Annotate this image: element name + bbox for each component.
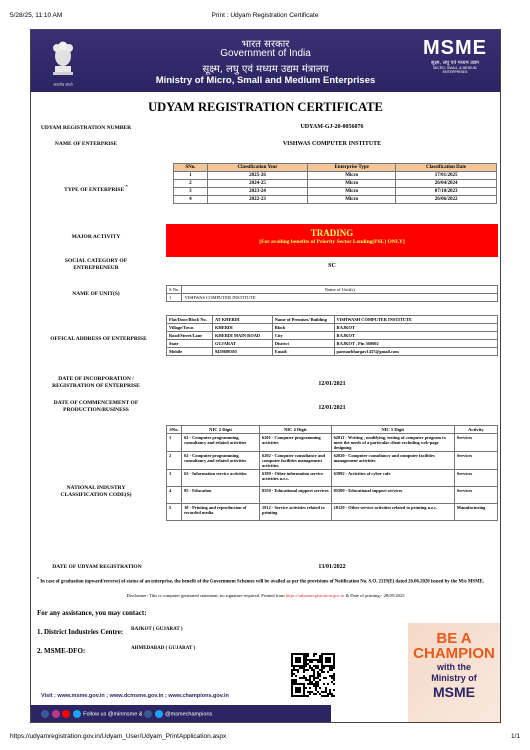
nic-cell: Services: [454, 452, 497, 470]
units-table: [166, 285, 498, 302]
nic-cell: Manufacturing: [454, 504, 497, 521]
address-cell: AT KHERDI: [212, 316, 272, 324]
nic-cell: 62 - Computer programming, consultancy and related activities: [182, 434, 260, 452]
champion-msme: MSME: [433, 684, 475, 700]
champions-handle: @msmechampions: [165, 711, 213, 718]
dic-value: RAJKOT ( GUJARAT ): [131, 627, 183, 632]
nic-cell: 62020 - Computer consultancy and computer facilities management activities: [331, 452, 454, 470]
address-cell: Flat/Door/Block No.: [167, 316, 213, 324]
address-cell: Block: [272, 324, 334, 332]
address-cell: District: [272, 340, 334, 348]
dic-label: 1. District Industries Centre:: [37, 628, 124, 636]
nic-cell: 85500 - Educational support services: [331, 487, 454, 504]
print-page-title: Print : Udyam Registration Certificate: [211, 12, 319, 19]
nic-row: [167, 452, 498, 470]
champion-ministry-of: Ministry of: [431, 673, 477, 683]
units-cell: VISHWAS COMPUTER INSTITUTE: [182, 294, 498, 302]
address-cell: GUJARAT: [212, 340, 272, 348]
social-category-value: SC: [328, 263, 336, 269]
enterprise-name-label: NAME OF ENTERPRISE: [54, 141, 118, 147]
nic-cell: Services: [454, 487, 497, 504]
type-label-text: TYPE OF ENTERPRISE: [64, 186, 125, 193]
ministry-banner: [31, 30, 500, 92]
msme-logo-hindi: सूक्ष्म, लघु एवं मध्यम उद्यम: [430, 60, 480, 66]
classification-table: [173, 163, 497, 204]
nic-cell: Services: [454, 470, 497, 487]
classification-row: [174, 172, 497, 180]
assistance-heading: For any assistance, you may contact:: [37, 609, 147, 617]
classification-cell: 26/04/2024: [396, 180, 497, 188]
nic-cell: 85 - Education: [182, 487, 260, 504]
enterprise-name-value: VISHWAS COMPUTER INSTITUTE: [282, 141, 382, 147]
msme-logo-text: MSME: [423, 37, 487, 59]
major-activity-box: [166, 224, 498, 257]
nic-cell: 6399 - Other information service activities n.e.c.: [260, 470, 332, 487]
address-cell: Mobile: [167, 348, 213, 356]
address-row: [167, 324, 498, 332]
certificate-title: UDYAM REGISTRATION CERTIFICATE: [148, 100, 383, 114]
print-page-number: 1/1: [510, 733, 520, 740]
classification-header: Classification Date: [396, 164, 497, 172]
address-cell: Road/Street/Lane: [167, 332, 213, 340]
address-table: [166, 315, 498, 356]
nic-cell: 18 - Printing and reproduction of recorded media: [182, 504, 260, 521]
nic-header: Activity: [454, 426, 497, 434]
nic-row: [167, 487, 498, 504]
nic-cell: 3: [167, 470, 182, 487]
classification-cell: 3: [174, 188, 208, 196]
ministry-hindi-heading: सूक्ष्म, लघु एवं मध्यम उद्यम मंत्रालय: [202, 64, 329, 75]
classification-cell: 17/01/2025: [396, 172, 497, 180]
major-activity-note: [For availing benefits of Priority Sector Lending(PSL) ONLY]: [259, 239, 405, 245]
nic-cell: 62011 - Writing , modifying, testing of computer program to meet the needs of a particular client excluding web-page designing: [331, 434, 454, 452]
disclaimer-print-date: & Date of printing:- 28/05/2025: [345, 593, 405, 598]
classification-cell: Micro: [308, 188, 396, 196]
nic-cell: 5: [167, 504, 182, 521]
footnote-text: In case of graduation (upward/reverse) of status of an enterprise, the benefit of the Government Schemes will be availed as per the provisions of Notification No. S.O. 2119(E) dated 26.06.2020 issued by the M/o MSME.: [40, 579, 485, 585]
classification-cell: 2: [174, 180, 208, 188]
champion-with-the: with the: [437, 662, 471, 672]
classification-cell: 26/06/2022: [396, 196, 497, 204]
address-row: [167, 316, 498, 324]
dfo-label: 2. MSME-DFO:: [37, 647, 86, 655]
udyam-date-label: DATE OF UDYAM REGISTRATION: [52, 564, 142, 570]
classification-header: Classification Year: [207, 164, 307, 172]
classification-cell: Micro: [308, 180, 396, 188]
type-marker: *: [125, 184, 128, 189]
visit-websites: Visit : www.msme.gov.in ; www.dcmsme.gov.in ; www.champions.gov.in: [31, 689, 331, 705]
classification-cell: 2022-23: [207, 196, 307, 204]
nic-cell: 6201 - Computer programming activities: [260, 434, 332, 452]
address-cell: KHERDI: [212, 324, 272, 332]
classification-header: SNo.: [174, 164, 208, 172]
nic-cell: 1812 - Service activities related to printing: [260, 504, 332, 521]
nic-row: [167, 470, 498, 487]
address-cell: parmarbhargav1437@gmail.com: [334, 348, 497, 356]
nic-label: NATIONAL INDUSTRY CLASSIFICATION CODE(S): [60, 485, 132, 498]
address-cell: RAJKOT: [334, 332, 497, 340]
classification-cell: 2023-24: [207, 188, 307, 196]
footnote-marker: *: [37, 576, 39, 581]
major-activity-label: MAJOR ACTIVITY: [71, 234, 121, 240]
commencement-date: 12/01/2021: [318, 405, 346, 411]
qr-code-icon: [291, 653, 335, 697]
msme-logo: [422, 38, 488, 74]
units-header: S.No.: [167, 286, 182, 294]
nic-header: SNo.: [167, 426, 182, 434]
udyam-date: 13/01/2022: [318, 564, 346, 570]
units-cell: 1: [167, 294, 182, 302]
reg-no-label: UDYAM REGISTRATION NUMBER: [40, 125, 132, 131]
gov-english-heading: Government of India: [220, 48, 311, 59]
nic-header: NIC 5 Digit: [331, 426, 454, 434]
twitter-icon-2[interactable]: [155, 710, 163, 718]
disclaimer-text: Disclaimer: This is computer generated statement, no signature required. Printed from: [126, 593, 285, 598]
graduation-footnote: [37, 576, 497, 586]
classification-row: [174, 196, 497, 204]
print-date-time: 5/28/25, 11:10 AM: [10, 12, 63, 19]
address-cell: Name of Premises/ Building: [272, 316, 334, 324]
disclaimer: [31, 593, 500, 598]
classification-header: Enterprise Type: [308, 164, 396, 172]
champion-promo: [408, 623, 500, 723]
nic-cell: 63992 - Activities of cyber cafe: [331, 470, 454, 487]
classification-row: [174, 180, 497, 188]
classification-cell: Micro: [308, 196, 396, 204]
address-cell: City: [272, 332, 334, 340]
address-row: [167, 340, 498, 348]
facebook-icon[interactable]: [41, 710, 49, 718]
classification-cell: 4: [174, 196, 208, 204]
print-url: https://udyamregistration.gov.in/Udyam_User/Udyam_PrintApplication.aspx: [10, 733, 227, 740]
nic-cell: 62 - Computer programming, consultancy and related activities: [182, 452, 260, 470]
classification-cell: 07/10/2023: [396, 188, 497, 196]
certificate: [30, 29, 501, 723]
ministry-english-heading: Ministry of Micro, Small and Medium Enterprises: [155, 75, 376, 86]
gov-hindi-heading: भारत सरकार: [241, 39, 290, 50]
address-cell: 9458680305: [212, 348, 272, 356]
reg-no-value: UDYAM-GJ-20-0056076: [300, 124, 364, 130]
address-label: OFFICAL ADDRESS OF ENTERPRISE: [50, 336, 147, 342]
msme-logo-english: MICRO, SMALL & MEDIUM ENTERPRISES: [433, 66, 477, 74]
nic-header: NIC 4 Digit: [260, 426, 332, 434]
address-cell: VISHWASH COMPUTER INSTITUTE: [334, 316, 497, 324]
facebook-icon-2[interactable]: [144, 710, 152, 718]
emblem-caption: सत्यमेव जयते: [53, 82, 73, 87]
incorporation-label: DATE OF INCORPORATION / REGISTRATION OF ENTERPRISE: [52, 376, 140, 389]
champion-be-a: BE A: [436, 630, 472, 647]
units-row: [167, 294, 498, 302]
social-category-label: SOCIAL CATEGORY OF ENTREPRENEUR: [64, 258, 128, 271]
classification-cell: 2025-26: [207, 172, 307, 180]
address-cell: KHERDI MAIN ROAD: [212, 332, 272, 340]
instagram-icon[interactable]: [52, 710, 60, 718]
nic-cell: 1: [167, 434, 182, 452]
follow-handle: Follow us @minmsme &: [83, 711, 143, 718]
social-bar: [31, 705, 331, 723]
units-label: NAME OF UNIT(S): [72, 291, 120, 297]
address-cell: State: [167, 340, 213, 348]
nic-cell: 18120 - Other service activities related to printing n.e.c.: [331, 504, 454, 521]
nic-cell: 8550 - Educational support services: [260, 487, 332, 504]
classification-cell: Micro: [308, 172, 396, 180]
address-cell: RAJKOT , Pin 360002: [334, 340, 497, 348]
address-cell: RAJKOT: [334, 324, 497, 332]
champion-word: CHAMPION: [413, 645, 495, 662]
twitter-icon[interactable]: [73, 710, 81, 718]
nic-cell: Services: [454, 434, 497, 452]
address-row: [167, 348, 498, 356]
nic-cell: 63 - Information service activities: [182, 470, 260, 487]
nic-row: [167, 504, 498, 521]
classification-cell: 1: [174, 172, 208, 180]
type-label: [31, 184, 161, 193]
youtube-icon[interactable]: [62, 710, 70, 718]
address-cell: Email:: [272, 348, 334, 356]
commencement-label: DATE OF COMMENCEMENT OF PRODUCTION/BUSINESS: [53, 400, 139, 413]
dfo-value: AHMEDABAD ( GUJARAT ): [131, 646, 196, 651]
disclaimer-link[interactable]: https://udyamregistration.gov.in: [285, 593, 345, 598]
nic-header: NIC 2 Digit: [182, 426, 260, 434]
nic-table: [166, 425, 498, 521]
incorporation-date: 12/01/2021: [318, 381, 346, 387]
units-header: Name of Unit(s): [182, 286, 498, 294]
address-row: [167, 332, 498, 340]
major-activity-value: TRADING: [310, 228, 354, 238]
address-cell: Village/Town: [167, 324, 213, 332]
nic-row: [167, 434, 498, 452]
nic-cell: 2: [167, 452, 182, 470]
nic-cell: 6202 - Computer consultancy and computer facilities management activities: [260, 452, 332, 470]
nic-cell: 4: [167, 487, 182, 504]
classification-cell: 2024-25: [207, 180, 307, 188]
classification-row: [174, 188, 497, 196]
